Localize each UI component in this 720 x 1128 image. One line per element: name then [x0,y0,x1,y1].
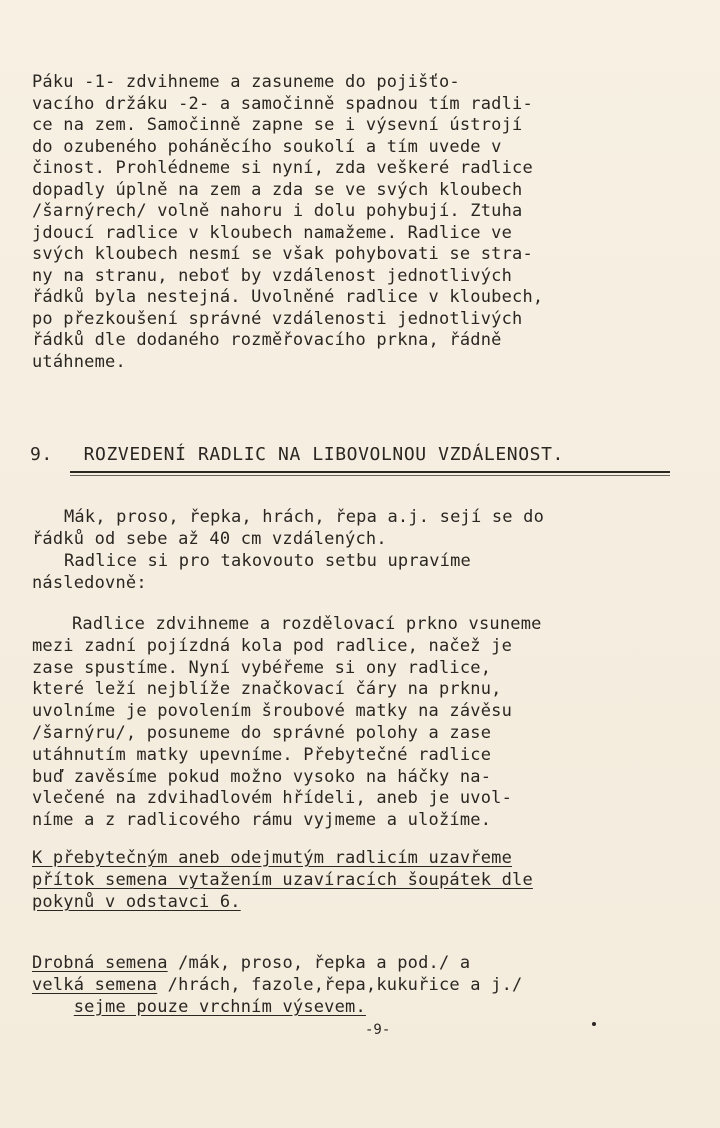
text-line: které leží nejblíže značkovací čáry na prknu, [32,679,502,700]
text-line: ce na zem. Samočinně zapne se i výsevní ústrojí [32,115,523,135]
text-line: přítok semena vytažením uzavíracích šoupátek dle [32,870,533,890]
section-heading [30,444,670,465]
text-line: utáhnutím matky upevníme. Přebytečné radlice [32,744,492,765]
text-line: K přebytečným aneb odejmutým radlicím uzavřeme [32,848,513,868]
text-line: Drobná semena /mák, proso, řepka a pod./ a [32,953,471,973]
text-line: po přezkoušení správné vzdálenosti jednotlivých [32,308,523,329]
text-line: řádků byla nestejná. Uvolněné radlice v kloubech, [32,287,544,307]
text-line: řádků od sebe až 40 cm vzdálených. [32,529,387,549]
underlined-term: velká semena [32,975,158,995]
text-line: mezi zadní pojízdná kola pod radlice, načež je [32,635,513,656]
section-number: 9. [30,444,53,465]
heading-underline-second [70,475,670,476]
paragraph-seed-flow [32,848,692,914]
text-line: Radlice si pro takovouto setbu upravíme [64,551,471,571]
text-line: /šarnýrech/ volně nahoru i dolu pohybují. Ztuha [32,201,523,221]
text-line: následovně: [32,573,147,593]
heading-underline [70,471,670,473]
text-line: svých kloubech nesmí se však pohybovati se stra- [32,244,533,264]
text-line: /šarnýru/, posuneme do správné polohy a zase [32,722,492,743]
text-line: zase spustíme. Nyní vybéřeme si ony radlice, [32,657,492,678]
text-line [32,997,692,1019]
text-line: Páku -1- zdvihneme a zasuneme do pojišťo- [32,72,460,92]
text-line: řádků dle dodaného rozměřovacího prkna, řádně [32,330,502,350]
paragraph-crops [32,507,692,595]
paragraph-seed-sizes [32,953,692,1019]
text-line: činost. Prohlédneme si nyní, zda veškeré radlice [32,158,533,178]
text-line: utáhneme. [32,351,126,372]
text-line: vlečené na zdvihadlovém hřídeli, aneb je uvol- [32,788,513,809]
underlined-term: sejme pouze vrchním výsevem. [73,997,366,1017]
text-line: uvolníme je povolením šroubové matky na závěsu [32,701,513,722]
text-line: vacího držáku -2- a samočinně spadnou tím radli- [32,93,533,114]
text-line: velká semena /hrách, fazole,řepa,kukuřice a j./ [32,975,523,995]
page-number: -9- [365,1022,391,1038]
text-line: dopadly úplně na zem a zda se ve svých kloubech [32,179,523,200]
ink-dot [592,1022,596,1026]
text-line: jdoucí radlice v kloubech namažeme. Radlice ve [32,222,513,243]
text-line: níme a z radlicového rámu vyjmeme a uložíme. [32,810,492,831]
underlined-term: Drobná semena [32,953,168,973]
paragraph-procedure [32,614,692,832]
text-line: Radlice zdvihneme a rozdělovací prkno vsuneme [72,614,542,634]
text-line: pokynů v odstavci 6. [32,892,241,912]
text-line: buď zavěsíme pokud možno vysoko na háčky na- [32,766,492,787]
text-line: ny na stranu, neboť by vzdálenost jednotlivých [32,265,513,286]
text-line: Mák, proso, řepka, hrách, řepa a.j. sejí se do [64,507,545,527]
section-title: ROZVEDENÍ RADLIC NA LIBOVOLNOU VZDÁLENOST. [83,444,564,465]
text-line: do ozubeného poháněcího soukolí a tím uvede v [32,136,502,157]
paragraph-seeder-lowering [32,72,692,373]
